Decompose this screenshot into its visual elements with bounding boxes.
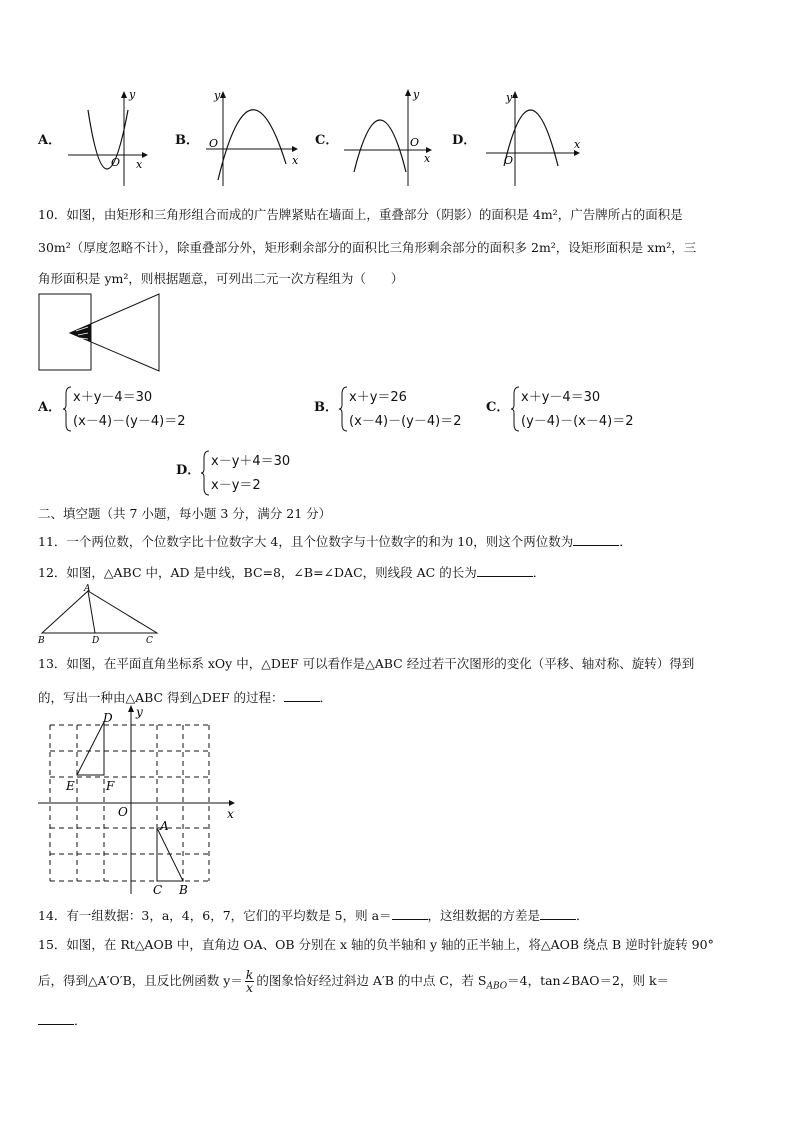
q11-answer-blank[interactable] [573,532,619,546]
q10-figure [38,293,163,373]
q15-subscript: ABO [486,981,508,992]
q13-label-x: x [227,807,234,821]
q9-option-b-label: B． [175,133,199,148]
q9-option-a-graph [62,88,152,188]
q12-label-c: C [146,636,153,646]
q10-a-eq1: x＋y－4＝30 [73,390,153,405]
q15-line-2 [38,966,669,1002]
q13-label-f: F [106,779,115,793]
q9-a-origin: O [111,156,121,169]
q9-b-y-label: y [214,89,221,102]
q13-label-c: C [153,883,163,896]
q14 [38,906,589,924]
q13-coordinate-figure [36,704,244,896]
q15-text-c: ＝4，tan∠BAO＝2，则 k＝ [507,973,670,988]
q9-d-origin: O [504,154,514,167]
q14-end: ． [576,908,589,923]
q10-option-a-label: A． [38,400,62,415]
q9-option-c-label: C． [315,133,339,148]
q9-b-x-label: x [292,154,299,167]
q11 [38,532,632,550]
q10-b-eq1: x＋y＝26 [349,390,407,405]
q10-line-2: 30m²（厚度忽略不计），除重叠部分外，矩形剩余部分的面积比三角形剩余部分的面积多 2m²，设矩形面积是 xm²，三 [38,240,697,255]
q12-triangle-figure [36,583,164,648]
q12 [38,563,545,581]
q15-answer-blank[interactable] [38,1011,74,1025]
q13-label-o: O [118,805,128,819]
q9-d-y-label: y [506,91,513,104]
q10-c-eq1: x＋y－4＝30 [521,390,601,405]
q10-b-eq2: (x－4)－(y－4)＝2 [349,414,462,429]
q11-text: 11．一个两位数，个位数字比十位数字大 4，且个位数字与十位数字的和为 10，则这个两位数为 [38,534,574,549]
q10-option-c-label: C． [486,400,510,415]
q9-option-d-label: D． [452,133,477,148]
q12-end: ． [532,565,546,580]
q10-d-eq1: x－y＋4＝30 [211,454,291,469]
q13-answer-blank[interactable] [284,688,320,702]
q13-label-y: y [136,705,143,719]
q10-a-eq2: (x－4)－(y－4)＝2 [73,414,186,429]
q15-line-1: 15．如图，在 Rt△AOB 中，直角边 OA、OB 分别在 x 轴的负半轴和 y 轴的正半轴上，将△AOB 绕点 B 逆时针旋转 90° [38,937,714,952]
q12-label-b: B [38,636,45,646]
q9-c-x-label: x [424,152,431,165]
q15-fraction [245,969,255,994]
q14-text-b: ，这组数据的方差是 [427,908,541,923]
q10-line-3: 角形面积是 ym²，则根据题意，可列出二元一次方程组为（ ） [38,271,404,286]
q10-d-eq2: x－y＝2 [211,478,261,493]
q9-option-a-label: A． [38,133,62,148]
q9-option-b-graph [200,88,305,188]
q15-line-3 [38,1011,87,1029]
q12-label-d: D [92,636,100,646]
q12-label-a: A [84,584,91,594]
q9-c-y-label: y [413,88,420,101]
q15-frac-den: x [246,980,254,995]
q13-text: 的，写出一种由△ABC 得到△DEF 的过程： [38,690,284,705]
q13-label-b: B [179,883,188,896]
brace-icon [200,450,210,496]
q15-frac-num: k [245,967,254,982]
q10-option-d-label: D． [176,463,201,478]
q14-text-a: 14．有一组数据：3，a，4，6，7，它们的平均数是 5，则 a＝ [38,908,392,923]
q15-text-b: 的图象恰好经过斜边 A′B 的中点 C，若 S [256,973,487,988]
q11-end: ． [619,534,632,549]
brace-icon [510,386,520,432]
q15-text-a: 后，得到△A′O′B，且反比例函数 y＝ [38,973,243,988]
brace-icon [338,386,348,432]
q9-a-x-label: x [136,158,143,171]
q9-a-y-label: y [129,88,136,101]
q13-line-1: 13．如图，在平面直角坐标系 xOy 中，△DEF 可以看作是△ABC 经过若干次图形的变化（平移、轴对称、旋转）得到 [38,656,695,671]
q13-label-d: D [103,711,113,725]
q13-end: ． [319,690,333,705]
q13-label-e: E [66,779,75,793]
q9-c-origin: O [410,136,420,149]
q10-c-eq2: (y－4)－(x－4)＝2 [521,414,634,429]
section-2-heading: 二、填空题（共 7 小题，每小题 3 分，满分 21 分） [38,506,332,521]
q9-b-origin: O [209,137,219,150]
q9-option-d-graph [482,88,584,188]
q12-text: 12．如图，△ABC 中，AD 是中线，BC=8，∠B=∠DAC，则线段 AC 的长为 [38,565,477,580]
q15-end: ． [74,1013,87,1028]
q13-label-a: A [160,819,169,833]
q10-option-b-label: B． [314,400,338,415]
q9-d-x-label: x [574,138,581,151]
q9-option-c-graph [340,88,440,188]
q10-line-1: 10．如图，由矩形和三角形组合而成的广告牌紧贴在墙面上，重叠部分（阴影）的面积是 4m²，广告牌所占的面积是 [38,207,683,222]
q9-options [0,80,794,190]
q12-answer-blank[interactable] [477,563,533,577]
q14-answer-blank-b[interactable] [540,906,576,920]
q14-answer-blank-a[interactable] [392,906,428,920]
brace-icon [62,386,72,432]
